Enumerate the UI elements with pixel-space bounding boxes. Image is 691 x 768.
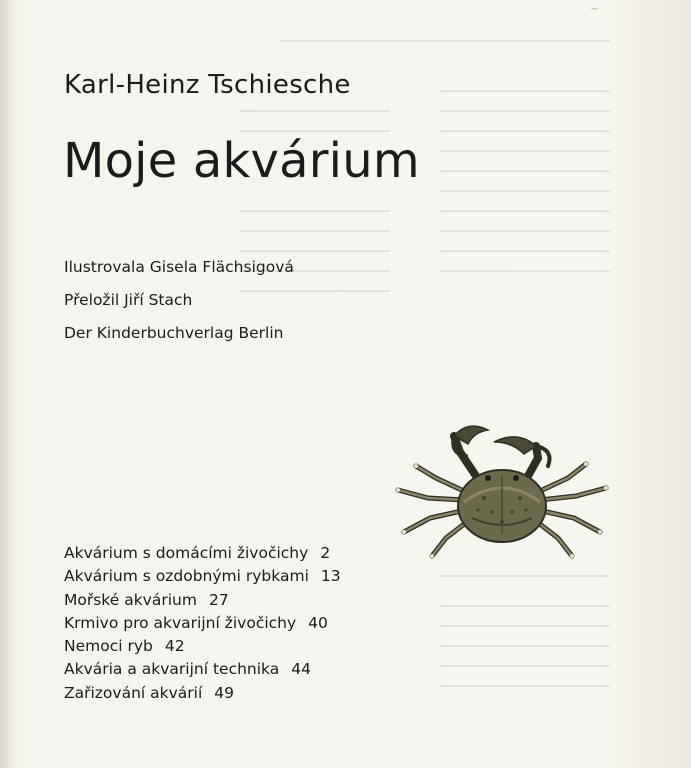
toc-entry-page: 27 [208, 590, 229, 609]
toc-entry-page: 42 [164, 637, 185, 656]
crab-illustration [388, 414, 616, 564]
author-name: Karl-Heinz Tschiesche [64, 70, 351, 100]
translator-credit: Přeložil Jiří Stach [64, 291, 193, 309]
toc-entry [64, 658, 341, 681]
table-of-contents [64, 542, 341, 705]
pencil-mark: ~ [590, 2, 600, 15]
toc-entry-title: Akvárium s ozdobnými rybkami [64, 567, 309, 586]
toc-entry-page: 40 [308, 613, 328, 632]
toc-entry-title: Mořské akvárium [64, 590, 197, 609]
toc-entry [64, 565, 341, 588]
toc-entry [64, 612, 341, 635]
book-title: Moje akvárium [63, 133, 420, 189]
publisher-credit: Der Kinderbuchverlag Berlin [64, 324, 284, 342]
toc-entry-page: 2 [320, 544, 331, 562]
toc-entry [64, 682, 341, 705]
toc-entry-page: 49 [214, 683, 235, 702]
page-gutter-shadow [0, 0, 14, 768]
illustrator-credit: Ilustrovala Gisela Flächsigová [64, 258, 294, 276]
toc-entry [64, 542, 341, 565]
toc-entry [64, 589, 341, 612]
toc-entry-title: Akvária a akvarijní technika [64, 660, 280, 679]
toc-entry [64, 635, 341, 658]
toc-entry-title: Akvárium s domácími živočichy [64, 544, 309, 562]
toc-entry-title: Nemoci ryb [64, 637, 153, 656]
toc-entry-title: Zařizování akvárií [64, 683, 203, 702]
toc-entry-title: Krmivo pro akvarijní živočichy [64, 613, 297, 632]
toc-entry-page: 44 [291, 660, 311, 679]
toc-entry-page: 13 [320, 567, 341, 586]
